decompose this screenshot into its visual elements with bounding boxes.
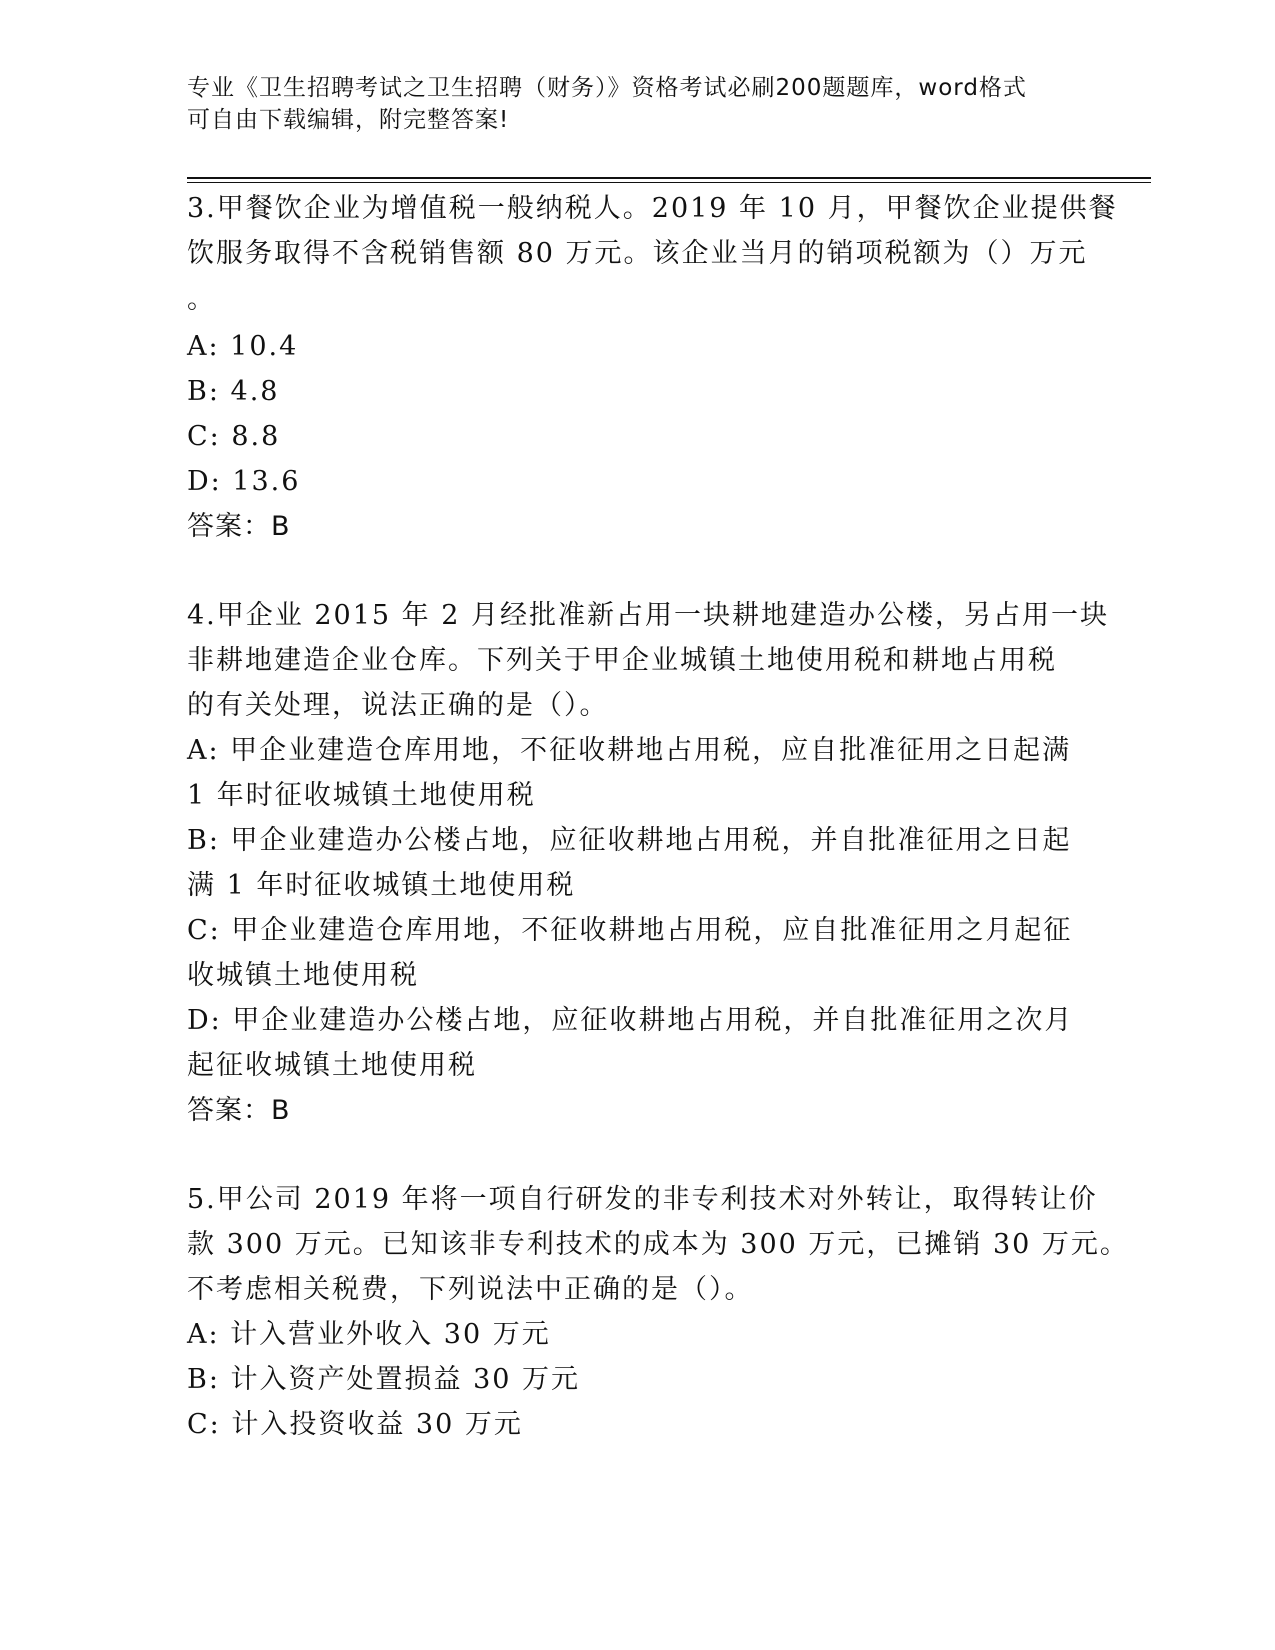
question-4-option-a-line-2: 1 年时征收城镇土地使用税 (187, 780, 536, 811)
question-4-option-d-line-1: D: 甲企业建造办公楼占地，应征收耕地占用税，并自批准征用之次月 (187, 1005, 1074, 1036)
question-5-option-c: C: 计入投资收益 30 万元 (187, 1409, 523, 1440)
question-3 (187, 186, 1118, 549)
question-4-option-c-line-1: C: 甲企业建造仓库用地，不征收耕地占用税，应自批准征用之月起征 (187, 915, 1073, 946)
question-5-option-a: A: 计入营业外收入 30 万元 (187, 1319, 551, 1350)
question-4-text-line-3: 的有关处理，说法正确的是（）。 (187, 690, 609, 721)
header-title-line-1: 专业《卫生招聘考试之卫生招聘（财务）》资格考试必刷200题题库，word格式 (187, 75, 1027, 101)
question-4-option-b-line-1: B: 甲企业建造办公楼占地，应征收耕地占用税，并自批准征用之日起 (187, 825, 1072, 856)
question-4-answer: 答案：B (187, 1095, 291, 1126)
question-5-option-b: B: 计入资产处置损益 30 万元 (187, 1364, 581, 1395)
question-3-text-line-2: 饮服务取得不含税销售额 80 万元。该企业当月的销项税额为（）万元 (187, 238, 1088, 269)
question-4 (187, 593, 1109, 1133)
question-3-option-c: C: 8.8 (187, 421, 281, 452)
document-header (187, 72, 1087, 136)
header-divider-thick (187, 177, 1151, 179)
header-title-line-2: 可自由下载编辑，附完整答案! (187, 107, 510, 133)
question-5 (187, 1177, 1129, 1447)
question-4-text-line-1: 4.甲企业 2015 年 2 月经批准新占用一块耕地建造办公楼，另占用一块 (187, 600, 1109, 631)
question-3-answer: 答案：B (187, 511, 291, 542)
question-spacer (187, 549, 1087, 593)
question-5-text-line-3: 不考虑相关税费，下列说法中正确的是（）。 (187, 1274, 754, 1305)
question-spacer (187, 1133, 1087, 1177)
question-5-text-line-2: 款 300 万元。已知该非专利技术的成本为 300 万元，已摊销 30 万元。 (187, 1229, 1129, 1260)
question-4-text-line-2: 非耕地建造企业仓库。下列关于甲企业城镇土地使用税和耕地占用税 (187, 645, 1057, 676)
question-3-text-line-3: 。 (187, 284, 216, 315)
question-3-option-a: A: 10.4 (187, 331, 299, 362)
question-3-option-d: D: 13.6 (187, 466, 301, 497)
question-4-option-b-line-2: 满 1 年时征收城镇土地使用税 (187, 870, 576, 901)
question-4-option-d-line-2: 起征收城镇土地使用税 (187, 1050, 477, 1081)
question-4-option-a-line-1: A: 甲企业建造仓库用地，不征收耕地占用税，应自批准征用之日起满 (187, 735, 1072, 766)
question-list (187, 186, 1129, 1447)
header-divider-thin (187, 182, 1151, 183)
question-3-option-b: B: 4.8 (187, 376, 280, 407)
question-3-text-line-1: 3.甲餐饮企业为增值税一般纳税人。2019 年 10 月，甲餐饮企业提供餐 (187, 193, 1118, 224)
question-5-text-line-1: 5.甲公司 2019 年将一项自行研发的非专利技术对外转让，取得转让价 (187, 1184, 1098, 1215)
question-4-option-c-line-2: 收城镇土地使用税 (187, 960, 419, 991)
